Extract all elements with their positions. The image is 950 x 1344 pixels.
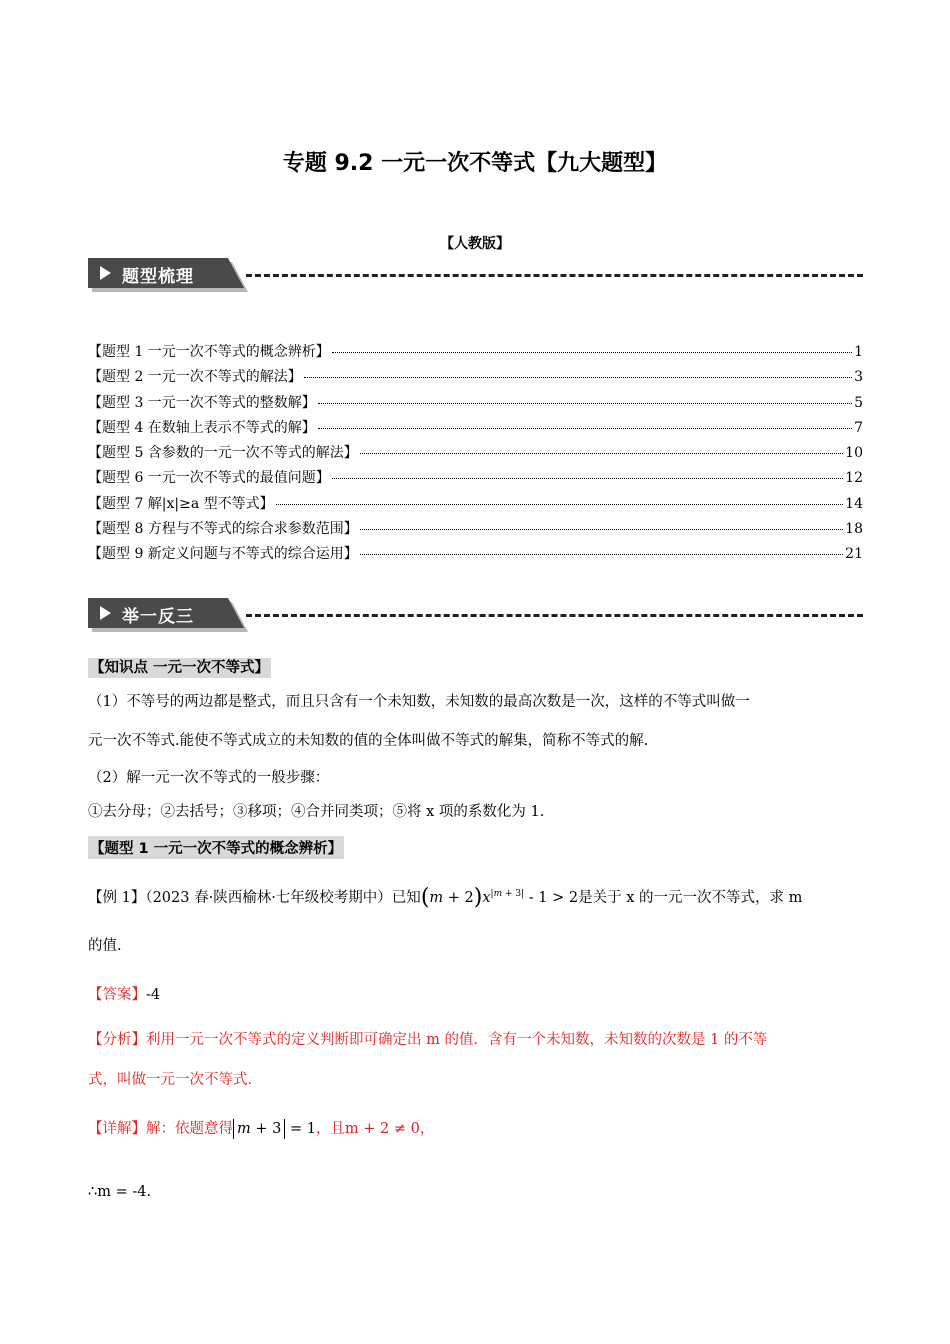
- knowledge-heading: 【知识点 一元一次不等式】: [90, 660, 270, 676]
- section-banner-examples: [88, 598, 863, 632]
- example-line-2: 的值.: [88, 938, 122, 954]
- toc-entry[interactable]: 【题型 9 新定义问题与不等式的综合运用】 21: [88, 546, 863, 563]
- analysis-line-2: 式，叫做一元一次不等式.: [88, 1072, 253, 1088]
- knowledge-paragraph-1: （1）不等号的两边都是整式，而且只含有一个未知数，未知数的最高次数是一次，这样的不等式叫做一: [88, 694, 750, 710]
- type1-heading: 【题型 1 一元一次不等式的概念辨析】: [88, 836, 344, 859]
- toc-entry[interactable]: 【题型 1 一元一次不等式的概念辨析】 1: [88, 344, 863, 360]
- toc-entry[interactable]: 【题型 7 解|x|≥a 型不等式】 14: [88, 495, 863, 512]
- toc-entry[interactable]: 【题型 6 一元一次不等式的最值问题】 12: [88, 470, 863, 487]
- page-title: 专题 9.2 一元一次不等式【九大题型】: [282, 151, 668, 176]
- edition-label: 【人教版】: [440, 236, 510, 252]
- toc-entry[interactable]: 【题型 8 方程与不等式的综合求参数范围】 18: [88, 521, 863, 538]
- play-arrow-icon: [100, 606, 111, 620]
- detail-line: 【详解】解：依题意得 m + 3 = 1，且m + 2 ≠ 0，: [88, 1121, 435, 1137]
- toc-entry[interactable]: 【题型 3 一元一次不等式的整数解】 5: [88, 394, 863, 411]
- dashed-divider: [246, 274, 863, 277]
- detail-label: 【详解】: [88, 1121, 146, 1137]
- banner-label: 举一反三: [122, 607, 194, 627]
- answer-line: [88, 985, 863, 1005]
- knowledge-paragraph-3: ①去分母；②去括号；③移项；④合并同类项；⑤将 x 项的系数化为 1.: [88, 804, 545, 820]
- table-of-contents: [88, 341, 863, 569]
- analysis-line-1: 【分析】利用一元一次不等式的定义判断即可确定出 m 的值．含有一个未知数，未知数的次数是 1 的不等: [88, 1032, 768, 1048]
- banner-label: 题型梳理: [122, 267, 194, 287]
- toc-entry[interactable]: 【题型 4 在数轴上表示不等式的解】 7: [88, 419, 863, 436]
- knowledge-paragraph-1-cont: 元一次不等式.能使不等式成立的未知数的值的全体叫做不等式的解集，简称不等式的解.: [88, 733, 649, 749]
- knowledge-paragraph-2: （2）解一元一次不等式的一般步骤：: [88, 770, 330, 786]
- answer-value: -4: [146, 987, 161, 1003]
- conclusion-line: ∴m = -4.: [88, 1184, 152, 1200]
- example-formula: $(m + 2)x^{|m + 3|} - 1 > 2$: [420, 884, 579, 910]
- abs-expression: m + 3: [233, 1119, 285, 1139]
- answer-label: 【答案】: [88, 987, 146, 1003]
- section-banner-overview: [88, 258, 863, 292]
- play-arrow-icon: [100, 266, 111, 280]
- example-line-1: 【例 1】（2023 春·陕西榆林·七年级校考期中）已知$(m + 2)x^{|m + 3|} - 1 > 2$是关于 x 的一元一次不等式，求 m: [88, 884, 803, 910]
- toc-entry[interactable]: 【题型 5 含参数的一元一次不等式的解法】 10: [88, 445, 863, 462]
- toc-entry[interactable]: 【题型 2 一元一次不等式的解法】 3: [88, 369, 863, 386]
- dashed-divider: [246, 614, 863, 617]
